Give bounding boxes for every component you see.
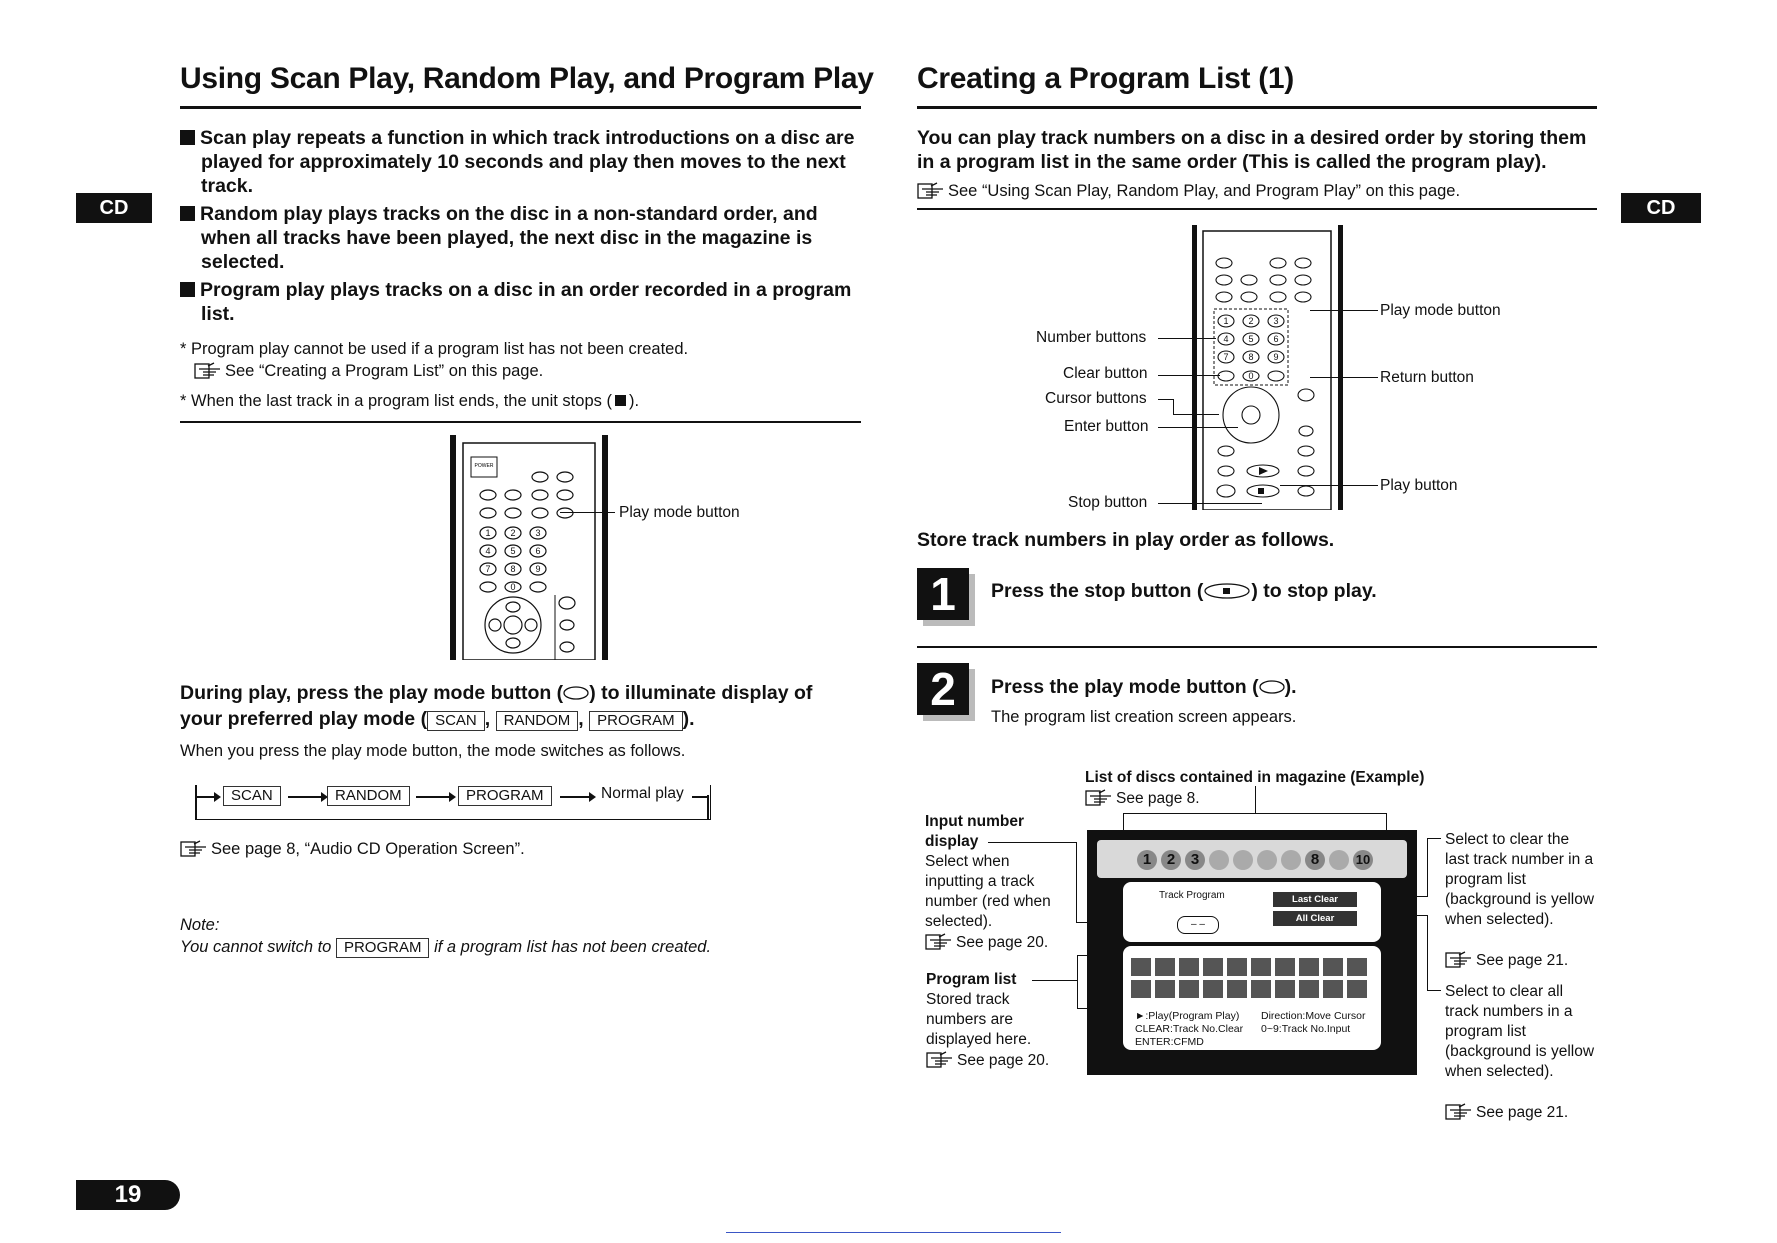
page-title-left: Using Scan Play, Random Play, and Program Play <box>180 62 874 95</box>
section-rule-left <box>180 421 861 423</box>
bullet-square <box>180 282 195 297</box>
disc-item: 2 <box>1161 850 1181 870</box>
leader-line <box>1158 338 1216 339</box>
mode-random-box: RANDOM <box>496 711 579 731</box>
side-tab-right: CD <box>1621 193 1701 223</box>
svg-text:9: 9 <box>1273 352 1279 362</box>
flow-loop-left <box>195 785 197 819</box>
svg-text:2: 2 <box>510 528 516 538</box>
all-clear-desc: Select to clear all track numbers in a program list (background is yellow when selected). <box>1445 983 1595 1080</box>
program-list-label: Program list <box>926 971 1017 988</box>
callout-return-button: Return button <box>1380 369 1474 386</box>
disc-list-ref <box>1085 788 1200 809</box>
note-last-track-b: ). <box>628 392 640 410</box>
help-line: CLEAR:Track No.Clear <box>1135 1023 1244 1035</box>
reference-hand-icon <box>1445 950 1473 968</box>
flow-line <box>692 796 708 798</box>
program-slot <box>1203 958 1223 976</box>
flow-arrowhead <box>589 792 596 802</box>
step-rule <box>917 646 1597 648</box>
input-desc: Select when inputting a track number (red when selected). <box>925 853 1051 930</box>
program-slot <box>1299 980 1319 998</box>
disc-row <box>1137 850 1373 870</box>
program-slot <box>1179 958 1199 976</box>
flow-arrowhead <box>449 792 456 802</box>
step-1-number: 1 <box>917 568 969 620</box>
remote-illustration-left <box>445 435 615 660</box>
intro: You can play track numbers on a disc in a desired order by storing them in a program list in the same order (This is called the program play). <box>917 127 1587 173</box>
step-1-text-b: ) to stop play. <box>1251 580 1377 602</box>
bullet-square <box>180 130 195 145</box>
leader-line <box>1158 427 1238 428</box>
ref-audio-cd <box>180 838 525 860</box>
play-mode-icon <box>1259 679 1285 695</box>
program-slot <box>1131 980 1151 998</box>
svg-text:2: 2 <box>1248 316 1254 326</box>
leader-line <box>1310 377 1378 378</box>
bullet-item <box>180 126 870 198</box>
note-last-track <box>180 390 639 412</box>
callout-number-buttons: Number buttons <box>1036 329 1147 346</box>
stop-button-icon <box>1203 582 1251 600</box>
program-slot <box>1299 958 1319 976</box>
leader-line <box>1158 399 1174 400</box>
store-heading: Store track numbers in play order as follows. <box>917 529 1335 551</box>
program-slot <box>1275 980 1295 998</box>
page-number: 19 <box>76 1180 180 1210</box>
step-2-text-a: Press the play mode button ( <box>991 676 1259 698</box>
svg-text:8: 8 <box>1248 352 1254 362</box>
step-2-text-b: ). <box>1284 676 1297 698</box>
step-2-text <box>991 676 1297 699</box>
leader-line <box>560 512 615 513</box>
program-slot <box>1347 958 1367 976</box>
svg-text:4: 4 <box>1223 334 1229 344</box>
program-list-screen <box>1087 830 1417 1075</box>
ref-audio-text: See page 8, “Audio CD Operation Screen”. <box>211 840 525 858</box>
svg-text:0: 0 <box>510 582 516 592</box>
disc-item <box>1281 850 1301 870</box>
all-clear-button[interactable]: All Clear <box>1273 911 1357 926</box>
power-label: POWER <box>474 463 494 469</box>
help-line: Direction:Move Cursor <box>1261 1010 1366 1022</box>
leader-line <box>1173 399 1174 415</box>
all-clear-ref <box>1445 1102 1568 1123</box>
last-clear-desc: Select to clear the last track number in a program list (background is yellow when selected). <box>1445 831 1595 928</box>
svg-text:1: 1 <box>485 528 491 538</box>
step-2-number: 2 <box>917 663 969 715</box>
reference-hand-icon <box>926 1050 954 1068</box>
track-program-panel <box>1123 882 1381 942</box>
program-slot <box>1347 980 1367 998</box>
disc-item <box>1329 850 1349 870</box>
leader-line <box>1173 414 1219 415</box>
note-ref <box>194 360 543 382</box>
note-text-b: if a program list has not been created. <box>434 938 712 956</box>
disc-item: 8 <box>1305 850 1325 870</box>
program-slot <box>1227 958 1247 976</box>
program-list-panel <box>1123 946 1381 1050</box>
program-slot <box>1251 980 1271 998</box>
leader-line <box>1427 838 1428 896</box>
page-title-right: Creating a Program List (1) <box>917 62 1294 95</box>
instruction-d: ). <box>682 708 695 730</box>
callout-play-mode-button: Play mode button <box>619 504 740 521</box>
flow-arrow <box>195 796 215 798</box>
svg-text:5: 5 <box>510 546 516 556</box>
program-slot <box>1155 980 1175 998</box>
instruction: During play, press the play mode button ( ) to illuminate display of your preferred play mode ( SCAN , RANDOM , PROGRAM ). <box>180 682 813 730</box>
bullet-text: Random play plays tracks on the disc in a non-standard order, and when all tracks have been played, the next disc in the magazine is selected. <box>200 203 818 273</box>
help-text-left <box>1135 1010 1243 1049</box>
flow-normal-play: Normal play <box>601 785 690 803</box>
step-2-subtext: The program list creation screen appears. <box>991 708 1297 726</box>
disc-item <box>1209 850 1229 870</box>
input-label: Input number display <box>925 813 1025 850</box>
disc-list-ref-text: See page 8. <box>1116 790 1200 807</box>
svg-text:3: 3 <box>535 528 541 538</box>
note-program-box: PROGRAM <box>336 938 430 958</box>
callout-play-mode-button-right: Play mode button <box>1380 302 1501 319</box>
callout-play-button: Play button <box>1380 477 1458 494</box>
program-list-ref-text: See page 20. <box>957 1052 1050 1069</box>
bullet-square <box>180 206 195 221</box>
flow-arrow <box>288 796 322 798</box>
mode-scan-box: SCAN <box>427 711 485 731</box>
step-1-text <box>991 580 1377 603</box>
flow-loop-right <box>707 795 709 819</box>
disc-item: 3 <box>1185 850 1205 870</box>
leader-line <box>1310 310 1378 311</box>
bottom-link-line <box>726 1232 1061 1233</box>
note-text <box>180 936 711 958</box>
leader-line <box>1427 838 1441 839</box>
program-slot <box>1227 980 1247 998</box>
disc-item: 10 <box>1353 850 1373 870</box>
program-slot <box>1323 958 1343 976</box>
program-slot <box>1203 980 1223 998</box>
flow-arrowhead <box>214 792 221 802</box>
reference-hand-icon <box>1445 1102 1473 1120</box>
svg-text:6: 6 <box>1273 334 1279 344</box>
help-line: 0~9:Track No.Input <box>1261 1023 1351 1035</box>
note-label: Note: <box>180 916 220 934</box>
last-clear-ref <box>1445 950 1568 971</box>
disc-item <box>1257 850 1277 870</box>
disc-item: 1 <box>1137 850 1157 870</box>
program-slot <box>1131 958 1151 976</box>
reference-hand-icon <box>917 181 945 199</box>
leader-line <box>1032 980 1077 981</box>
title-rule-left <box>180 106 861 109</box>
switch-text: When you press the play mode button, the mode switches as follows. <box>180 742 686 760</box>
reference-hand-icon <box>925 932 953 950</box>
instruction-a: During play, press the play mode button ( <box>180 682 564 704</box>
instruction-c: your preferred play mode ( <box>180 708 428 730</box>
reference-hand-icon <box>1085 788 1113 806</box>
svg-text:9: 9 <box>535 564 541 574</box>
program-slot <box>1155 958 1175 976</box>
svg-text:4: 4 <box>485 546 491 556</box>
flow-arrow <box>416 796 450 798</box>
bullet-item <box>180 278 870 326</box>
reference-hand-icon <box>180 839 208 857</box>
side-tab-left: CD <box>76 193 152 223</box>
svg-text:5: 5 <box>1248 334 1254 344</box>
callout-stop-button: Stop button <box>1068 494 1148 511</box>
play-mode-icon <box>563 685 589 701</box>
svg-text:6: 6 <box>535 546 541 556</box>
section-rule-right <box>917 208 1597 210</box>
bullet-text: Scan play repeats a function in which track introductions on a disc are played for approximately 10 seconds and play then moves to the next track. <box>200 127 855 197</box>
leader-line <box>1427 990 1441 991</box>
last-clear-button[interactable]: Last Clear <box>1273 892 1357 907</box>
program-slot <box>1323 980 1343 998</box>
flow-random: RANDOM <box>327 786 410 806</box>
remote-illustration-right <box>1188 225 1348 510</box>
disc-strip <box>1097 840 1407 878</box>
instruction-b: ) to illuminate display of <box>589 682 813 704</box>
mode-program-box: PROGRAM <box>589 711 683 731</box>
reference-hand-icon <box>194 361 222 379</box>
leader-line <box>1255 786 1256 814</box>
callout-clear-button: Clear button <box>1063 365 1148 382</box>
bullet-list <box>180 126 870 326</box>
program-list-desc: Stored track numbers are displayed here. <box>926 991 1032 1048</box>
leader-line <box>1280 485 1378 486</box>
svg-text:7: 7 <box>485 564 491 574</box>
all-clear-ref-text: See page 21. <box>1476 1104 1569 1121</box>
svg-text:8: 8 <box>510 564 516 574</box>
bullet-text: Program play plays tracks on a disc in an order recorded in a program list. <box>200 279 852 325</box>
stop-square-icon <box>615 395 626 406</box>
disc-item <box>1233 850 1253 870</box>
leader-line <box>1158 503 1262 504</box>
svg-text:3: 3 <box>1273 316 1279 326</box>
flow-arrow <box>560 796 590 798</box>
input-ref <box>925 932 1048 953</box>
program-slot <box>1251 958 1271 976</box>
program-slot <box>1179 980 1199 998</box>
help-line: ENTER:CFMD <box>1135 1036 1204 1048</box>
note-program-list: * Program play cannot be used if a program list has not been created. <box>180 340 689 358</box>
leader-line <box>1158 375 1220 376</box>
program-slot-grid <box>1131 958 1375 998</box>
svg-text:7: 7 <box>1223 352 1229 362</box>
intro-ref <box>917 180 1460 202</box>
flow-program: PROGRAM <box>458 786 552 806</box>
program-slot <box>1275 958 1295 976</box>
intro-ref-text: See “Using Scan Play, Random Play, and Program Play” on this page. <box>948 182 1461 200</box>
bullet-item <box>180 202 870 274</box>
svg-text:0: 0 <box>1248 371 1254 381</box>
callout-enter-button: Enter button <box>1064 418 1149 435</box>
flow-scan: SCAN <box>223 786 281 806</box>
callout-cursor-buttons: Cursor buttons <box>1045 390 1147 407</box>
disc-list-label: List of discs contained in magazine (Example) <box>1085 769 1425 786</box>
help-text-right <box>1261 1010 1365 1036</box>
note-ref-text: See “Creating a Program List” on this page. <box>225 362 544 380</box>
track-program-title: Track Program <box>1159 890 1225 901</box>
input-number-display[interactable]: – – <box>1177 916 1219 934</box>
help-line: ►:Play(Program Play) <box>1135 1010 1240 1022</box>
step-1-text-a: Press the stop button ( <box>991 580 1204 602</box>
svg-text:1: 1 <box>1223 316 1229 326</box>
note-last-track-a: * When the last track in a program list ends, the unit stops ( <box>180 392 612 410</box>
leader-line <box>988 842 1076 843</box>
input-ref-text: See page 20. <box>956 934 1049 951</box>
leader-line <box>1077 955 1078 1008</box>
last-clear-ref-text: See page 21. <box>1476 952 1569 969</box>
note-text-a: You cannot switch to <box>180 938 332 956</box>
leader-line <box>1427 915 1428 991</box>
leader-line <box>1076 842 1077 922</box>
program-list-ref <box>926 1050 1049 1071</box>
title-rule-right <box>917 106 1597 109</box>
